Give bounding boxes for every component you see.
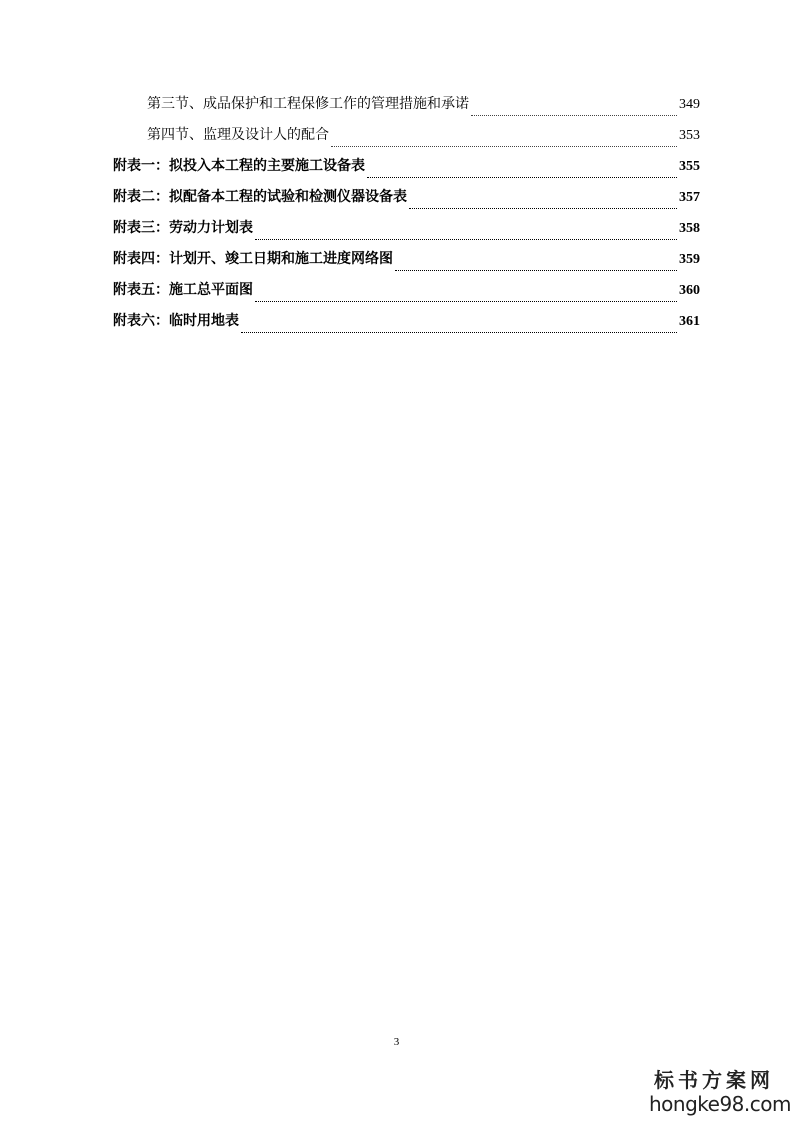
toc-dot-leader [395,269,677,271]
toc-entry-page: 358 [679,221,700,236]
toc-dot-leader [409,207,677,209]
toc-dot-leader [471,114,677,116]
toc-entry-page: 360 [679,283,700,298]
toc-entry-appendix-5[interactable] [113,279,700,310]
toc-entry-title: 附表一：拟投入本工程的主要施工设备表 [113,158,365,174]
toc-entry-page: 353 [679,128,700,143]
toc-entry-page: 359 [679,252,700,267]
site-watermark [649,1068,791,1116]
toc-entry-section-3[interactable] [113,93,700,124]
toc-dot-leader [255,238,677,240]
toc-entry-page: 361 [679,314,700,329]
toc-entry-title: 附表三：劳动力计划表 [113,220,253,236]
toc-entry-appendix-2[interactable] [113,186,700,217]
toc-entry-title: 附表四：计划开、竣工日期和施工进度网络图 [113,251,393,267]
table-of-contents [113,93,700,341]
toc-dot-leader [255,300,677,302]
toc-entry-appendix-4[interactable] [113,248,700,279]
toc-dot-leader [241,331,677,333]
toc-entry-page: 355 [679,159,700,174]
toc-dot-leader [367,176,677,178]
toc-entry-title: 第四节、监理及设计人的配合 [147,127,329,143]
watermark-site-name: 标书方案网 [654,1068,774,1092]
toc-dot-leader [331,145,677,147]
toc-entry-title: 附表五：施工总平面图 [113,282,253,298]
toc-entry-title: 第三节、成品保护和工程保修工作的管理措施和承诺 [147,96,469,112]
page-number: 3 [393,1036,400,1048]
toc-entry-title: 附表六：临时用地表 [113,313,239,329]
toc-entry-title: 附表二：拟配备本工程的试验和检测仪器设备表 [113,189,407,205]
toc-entry-appendix-3[interactable] [113,217,700,248]
toc-entry-section-4[interactable] [113,124,700,155]
toc-entry-appendix-1[interactable] [113,155,700,186]
toc-entry-page: 349 [679,97,700,112]
watermark-url: hongke98.com [649,1092,791,1116]
toc-entry-appendix-6[interactable] [113,310,700,341]
toc-entry-page: 357 [679,190,700,205]
